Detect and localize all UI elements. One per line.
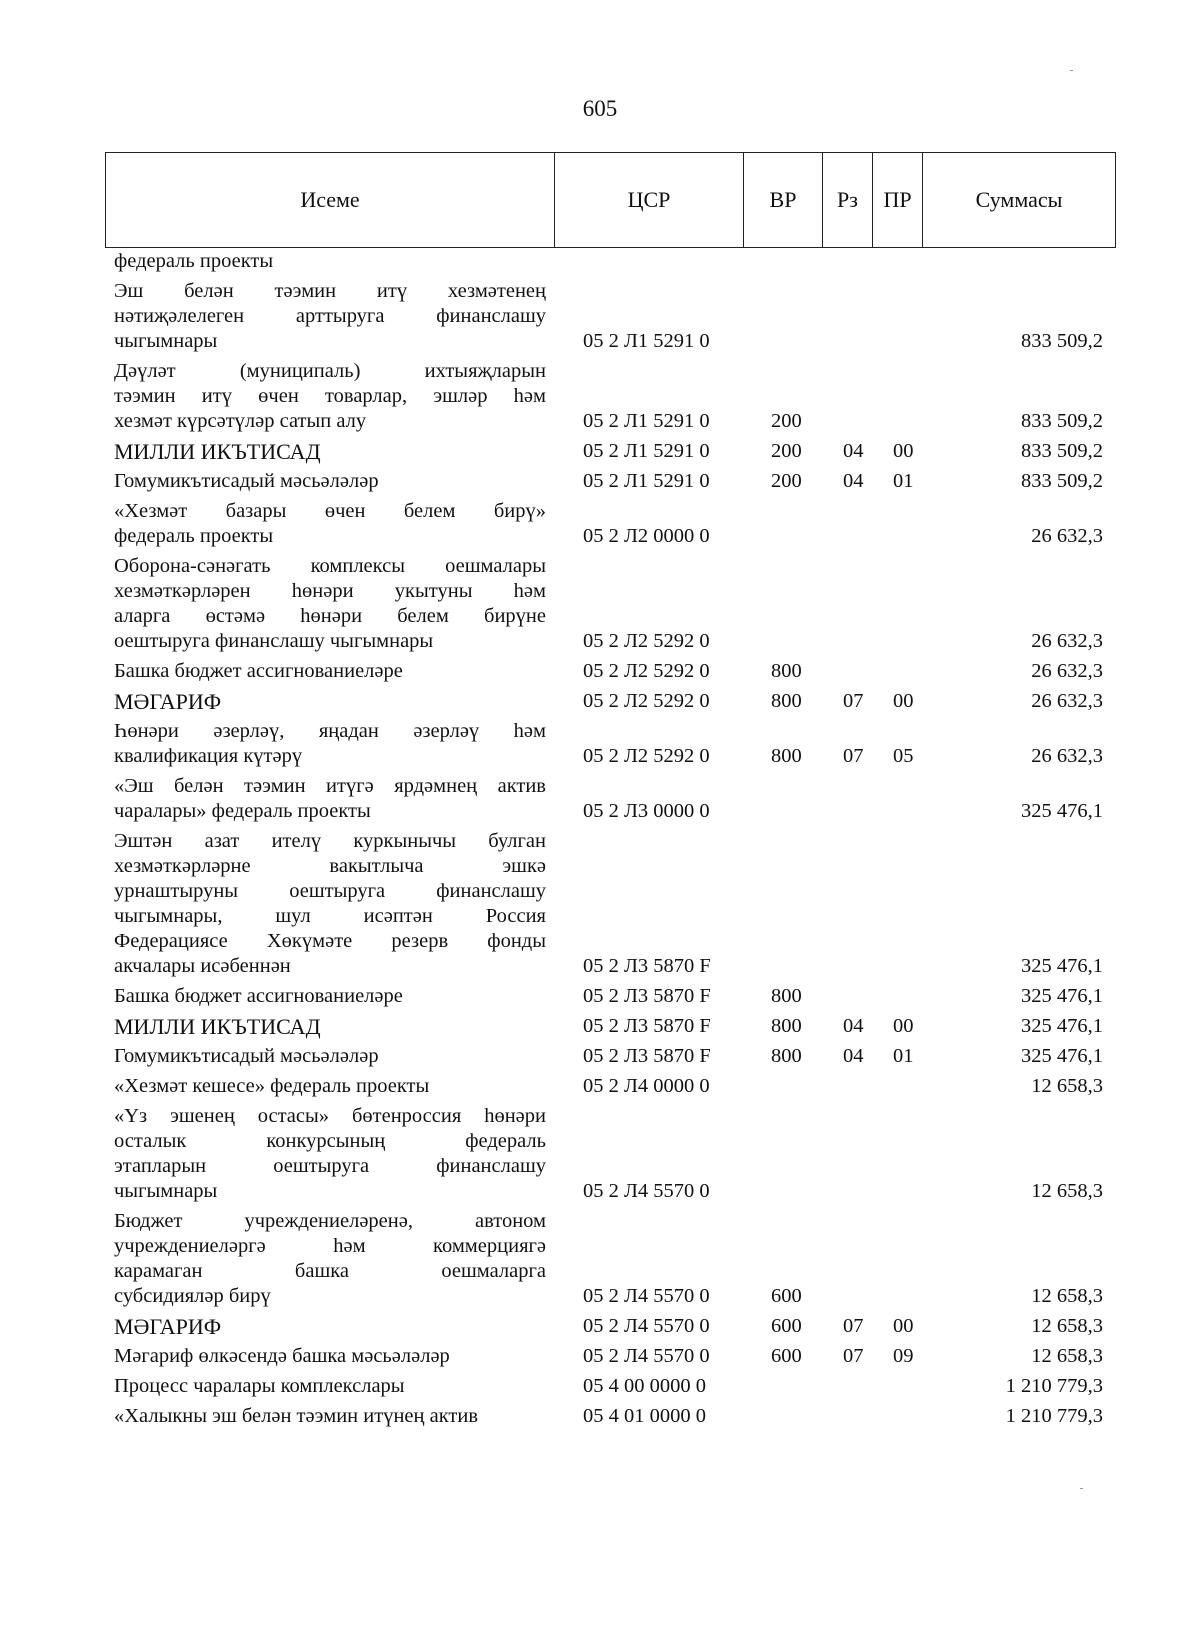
row-vr: 200	[771, 410, 802, 432]
table-header	[105, 152, 1116, 248]
row-name-line: «Хезмәт кешесе» федераль проекты	[114, 1075, 430, 1097]
row-pr: 00	[893, 1315, 914, 1337]
row-csr: 05 2 Л1 5291 0	[583, 440, 710, 462]
row-name-line: МИЛЛИ ИКЪТИСАД	[114, 439, 321, 464]
row-csr: 05 2 Л4 5570 0	[583, 1180, 710, 1202]
row-csr: 05 2 Л4 5570 0	[583, 1315, 710, 1337]
row-sum: 325 476,1	[1021, 1045, 1103, 1067]
row-csr: 05 4 00 0000 0	[583, 1375, 706, 1397]
row-vr: 600	[771, 1345, 802, 1367]
row-name-line: МӘГАРИФ	[114, 689, 222, 714]
table-row	[0, 1374, 1200, 1399]
table-row	[0, 554, 1200, 654]
row-rz: 04	[843, 440, 864, 462]
header-pr: ПР	[873, 153, 923, 247]
row-name-line: Мәгариф өлкәсендә башка мәсьәләләр	[114, 1345, 450, 1367]
row-vr: 600	[771, 1315, 802, 1337]
table-row	[0, 359, 1200, 434]
row-name	[114, 499, 546, 549]
row-name-line: субсидияләр бирү	[114, 1285, 271, 1307]
row-vr: 600	[771, 1285, 802, 1307]
row-name-line: карамаган башка оешмаларга	[114, 1260, 546, 1282]
table-row	[0, 1404, 1200, 1429]
row-name-line: Гомумикътисадый мәсьәләләр	[114, 470, 379, 492]
row-name	[114, 1014, 546, 1039]
row-name-line: хезмәт күрсәтүләр сатып алу	[114, 410, 367, 432]
scan-speck	[1080, 1488, 1083, 1489]
row-name-line: «Үз эшенең остасы» бөтенроссия һөнәри	[114, 1105, 546, 1127]
row-name-line: МӘГАРИФ	[114, 1314, 222, 1339]
row-csr: 05 2 Л2 5292 0	[583, 745, 710, 767]
row-name-line: Эш белән тәэмин итү хезмәтенең	[114, 280, 546, 302]
row-sum: 325 476,1	[1021, 985, 1103, 1007]
row-name	[114, 1104, 546, 1204]
row-name-line: учреждениеләргә һәм коммерциягә	[114, 1235, 546, 1257]
row-name-line: Федерациясе Хөкүмәте резерв фонды	[114, 930, 546, 952]
row-sum: 26 632,3	[1031, 525, 1103, 547]
row-vr: 800	[771, 660, 802, 682]
row-sum: 1 210 779,3	[1005, 1375, 1103, 1397]
row-name	[114, 1374, 546, 1399]
row-name	[114, 829, 546, 979]
row-csr: 05 2 Л3 5870 F	[583, 955, 711, 977]
row-name	[114, 689, 546, 714]
row-name-line: этапларын оештыруга финанслашу	[114, 1155, 546, 1177]
row-pr: 09	[893, 1345, 914, 1367]
row-csr: 05 2 Л4 5570 0	[583, 1345, 710, 1367]
row-name	[114, 469, 546, 494]
row-name-line: «Эш белән тәэмин итүгә ярдәмнең актив	[114, 775, 546, 797]
row-csr: 05 2 Л3 0000 0	[583, 800, 710, 822]
row-pr: 00	[893, 690, 914, 712]
row-name	[114, 249, 546, 274]
row-name-line: «Халыкны эш белән тәэмин итүнең актив	[114, 1405, 479, 1427]
row-name	[114, 984, 546, 1009]
row-pr: 00	[893, 1015, 914, 1037]
row-name-line: Башка бюджет ассигнованиеләре	[114, 985, 403, 1007]
row-sum: 12 658,3	[1031, 1180, 1103, 1202]
row-name-line: «Хезмәт базары өчен белем бирү»	[114, 500, 546, 522]
row-sum: 1 210 779,3	[1005, 1405, 1103, 1427]
row-sum: 833 509,2	[1021, 470, 1103, 492]
row-csr: 05 2 Л4 5570 0	[583, 1285, 710, 1307]
table-row	[0, 719, 1200, 769]
header-vr: ВР	[744, 153, 823, 247]
table-row	[0, 659, 1200, 684]
row-name	[114, 1044, 546, 1069]
row-vr: 800	[771, 690, 802, 712]
row-name-line: урнаштыруны оештыруга финанслашу	[114, 880, 546, 902]
row-name-line: федераль проекты	[114, 250, 274, 272]
row-pr: 01	[893, 470, 914, 492]
row-name-line: Эштән азат ителү куркынычы булган	[114, 830, 546, 852]
row-rz: 04	[843, 470, 864, 492]
table-row	[0, 689, 1200, 714]
page-number: 605	[582, 96, 618, 121]
row-csr: 05 2 Л2 5292 0	[583, 690, 710, 712]
row-sum: 325 476,1	[1021, 1015, 1103, 1037]
row-vr: 800	[771, 985, 802, 1007]
table-row	[0, 1104, 1200, 1204]
row-name-line: Процесс чаралары комплекслары	[114, 1375, 405, 1397]
row-sum: 325 476,1	[1021, 800, 1103, 822]
table-row	[0, 469, 1200, 494]
row-sum: 833 509,2	[1021, 440, 1103, 462]
header-sum: Суммасы	[975, 187, 1063, 212]
row-csr: 05 2 Л2 0000 0	[583, 525, 710, 547]
row-name-line: чаралары» федераль проекты	[114, 800, 371, 822]
row-name-line: Оборона-сәнәгать комплексы оешмалары	[114, 555, 546, 577]
row-sum: 26 632,3	[1031, 660, 1103, 682]
row-name-line: аларга өстәмә һөнәри белем бирүне	[114, 605, 546, 627]
row-name-line: МИЛЛИ ИКЪТИСАД	[114, 1014, 321, 1039]
row-csr: 05 2 Л2 5292 0	[583, 660, 710, 682]
table-row	[0, 279, 1200, 354]
row-sum: 12 658,3	[1031, 1285, 1103, 1307]
row-sum: 833 509,2	[1021, 410, 1103, 432]
row-sum: 325 476,1	[1021, 955, 1103, 977]
row-vr: 800	[771, 1015, 802, 1037]
row-name	[114, 774, 546, 824]
row-name-line: акчалары исәбеннән	[114, 955, 291, 977]
table-row	[0, 984, 1200, 1009]
table-row	[0, 249, 1200, 274]
row-name-line: осталык конкурсының федераль	[114, 1130, 546, 1152]
row-name-line: чыгымнары, шул исәптән Россия	[114, 905, 546, 927]
table-row	[0, 439, 1200, 464]
scan-speck	[1070, 70, 1073, 71]
table-row	[0, 1209, 1200, 1309]
row-name-line: Дәүләт (муниципаль) ихтыяҗларын	[114, 360, 546, 382]
row-sum: 12 658,3	[1031, 1315, 1103, 1337]
table-row	[0, 1344, 1200, 1369]
row-rz: 07	[843, 1345, 864, 1367]
table-row	[0, 1074, 1200, 1099]
row-name	[114, 1344, 546, 1369]
row-rz: 07	[843, 745, 864, 767]
table-row	[0, 1314, 1200, 1339]
row-name-line: чыгымнары	[114, 330, 218, 352]
row-name-line: Һөнәри әзерләү, яңадан әзерләү һәм	[114, 720, 546, 742]
row-sum: 26 632,3	[1031, 745, 1103, 767]
row-vr: 200	[771, 440, 802, 462]
row-name	[114, 554, 546, 654]
table-row	[0, 829, 1200, 979]
row-vr: 800	[771, 1045, 802, 1067]
row-sum: 833 509,2	[1021, 330, 1103, 352]
row-rz: 04	[843, 1015, 864, 1037]
row-name	[114, 439, 546, 464]
row-name	[114, 279, 546, 354]
row-name	[114, 719, 546, 769]
row-name-line: тәэмин итү өчен товарлар, эшләр һәм	[114, 385, 546, 407]
row-name-line: хезмәткәрләрне вакытлыча эшкә	[114, 855, 546, 877]
row-name-line: чыгымнары	[114, 1180, 218, 1202]
row-name	[114, 1314, 546, 1339]
row-name-line: федераль проекты	[114, 525, 274, 547]
row-csr: 05 2 Л1 5291 0	[583, 410, 710, 432]
header-csr: ЦСР	[555, 153, 744, 247]
header-name: Исеме	[106, 153, 555, 247]
row-csr: 05 2 Л4 0000 0	[583, 1075, 710, 1097]
table-row	[0, 1014, 1200, 1039]
row-pr: 05	[893, 745, 914, 767]
header-rz: Рз	[823, 153, 873, 247]
row-name-line: нәтиҗәлелеген арттыруга финанслашу	[114, 305, 546, 327]
row-name	[114, 659, 546, 684]
table-row	[0, 499, 1200, 549]
row-sum: 26 632,3	[1031, 630, 1103, 652]
row-pr: 01	[893, 1045, 914, 1067]
row-name-line: Башка бюджет ассигнованиеләре	[114, 660, 403, 682]
row-csr: 05 2 Л3 5870 F	[583, 985, 711, 1007]
row-name	[114, 1074, 546, 1099]
row-vr: 800	[771, 745, 802, 767]
row-sum: 12 658,3	[1031, 1075, 1103, 1097]
row-name	[114, 1404, 546, 1429]
row-csr: 05 2 Л1 5291 0	[583, 470, 710, 492]
row-name	[114, 359, 546, 434]
row-rz: 04	[843, 1045, 864, 1067]
row-name-line: квалификация күтәрү	[114, 745, 303, 767]
row-csr: 05 2 Л2 5292 0	[583, 630, 710, 652]
row-name-line: хезмәткәрләрен һөнәри укытуны һәм	[114, 580, 546, 602]
row-sum: 26 632,3	[1031, 690, 1103, 712]
row-csr: 05 2 Л3 5870 F	[583, 1015, 711, 1037]
row-name-line: Гомумикътисадый мәсьәләләр	[114, 1045, 379, 1067]
row-sum: 12 658,3	[1031, 1345, 1103, 1367]
row-rz: 07	[843, 690, 864, 712]
row-csr: 05 2 Л1 5291 0	[583, 330, 710, 352]
row-vr: 200	[771, 470, 802, 492]
table-row	[0, 774, 1200, 824]
row-pr: 00	[893, 440, 914, 462]
row-name-line: оештыруга финанслашу чыгымнары	[114, 630, 434, 652]
row-name	[114, 1209, 546, 1309]
row-csr: 05 2 Л3 5870 F	[583, 1045, 711, 1067]
row-csr: 05 4 01 0000 0	[583, 1405, 706, 1427]
table-row	[0, 1044, 1200, 1069]
row-name-line: Бюджет учреждениеләренә, автоном	[114, 1210, 546, 1232]
row-rz: 07	[843, 1315, 864, 1337]
